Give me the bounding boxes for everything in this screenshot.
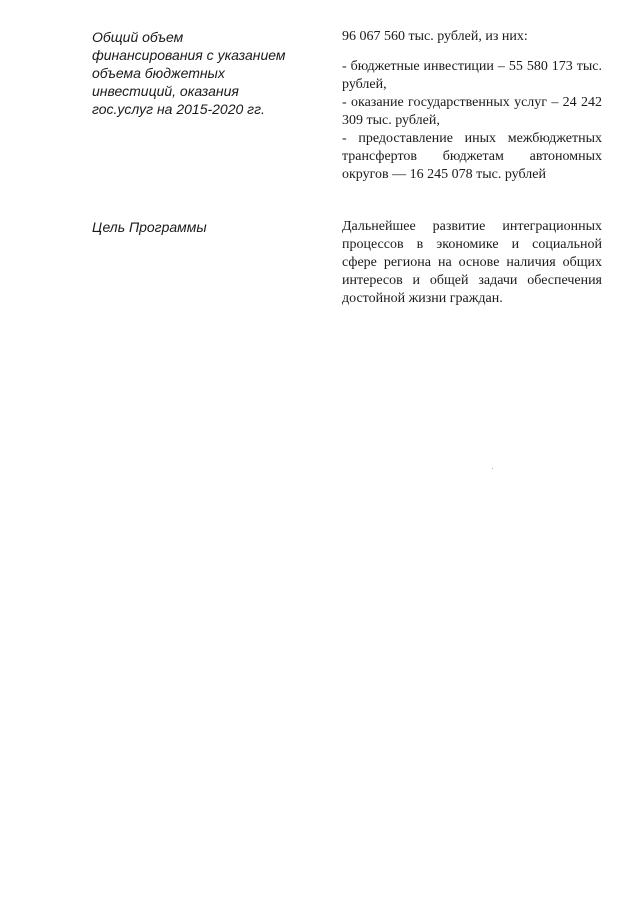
scan-speck xyxy=(492,468,493,469)
funding-item-transfers: - предоставление иных межбюджетных трансфертов бюджетам автономных округов — 16 245 078 тыс. рублей xyxy=(342,131,602,182)
funding-label: Общий объем финансирования с указанием объема бюджетных инвестиций, оказания гос.услуг на 2015-2020 гг. xyxy=(92,29,286,117)
funding-total: 96 067 560 тыс. рублей, из них: xyxy=(342,29,528,44)
goal-text: Дальнейшее развитие интеграционных процессов в экономике и социальной сфере региона на основе наличия общих интересов и общей задачи обеспечения достойной жизни граждан. xyxy=(342,219,602,306)
funding-item-state-services: - оказание государственных услуг – 24 242 309 тыс. рублей, xyxy=(342,95,602,128)
goal-content xyxy=(342,218,602,308)
goal-label: Цель Программы xyxy=(92,219,207,235)
funding-content xyxy=(342,28,602,184)
funding-item-budget-investments: - бюджетные инвестиции – 55 580 173 тыс. рублей, xyxy=(342,59,602,92)
